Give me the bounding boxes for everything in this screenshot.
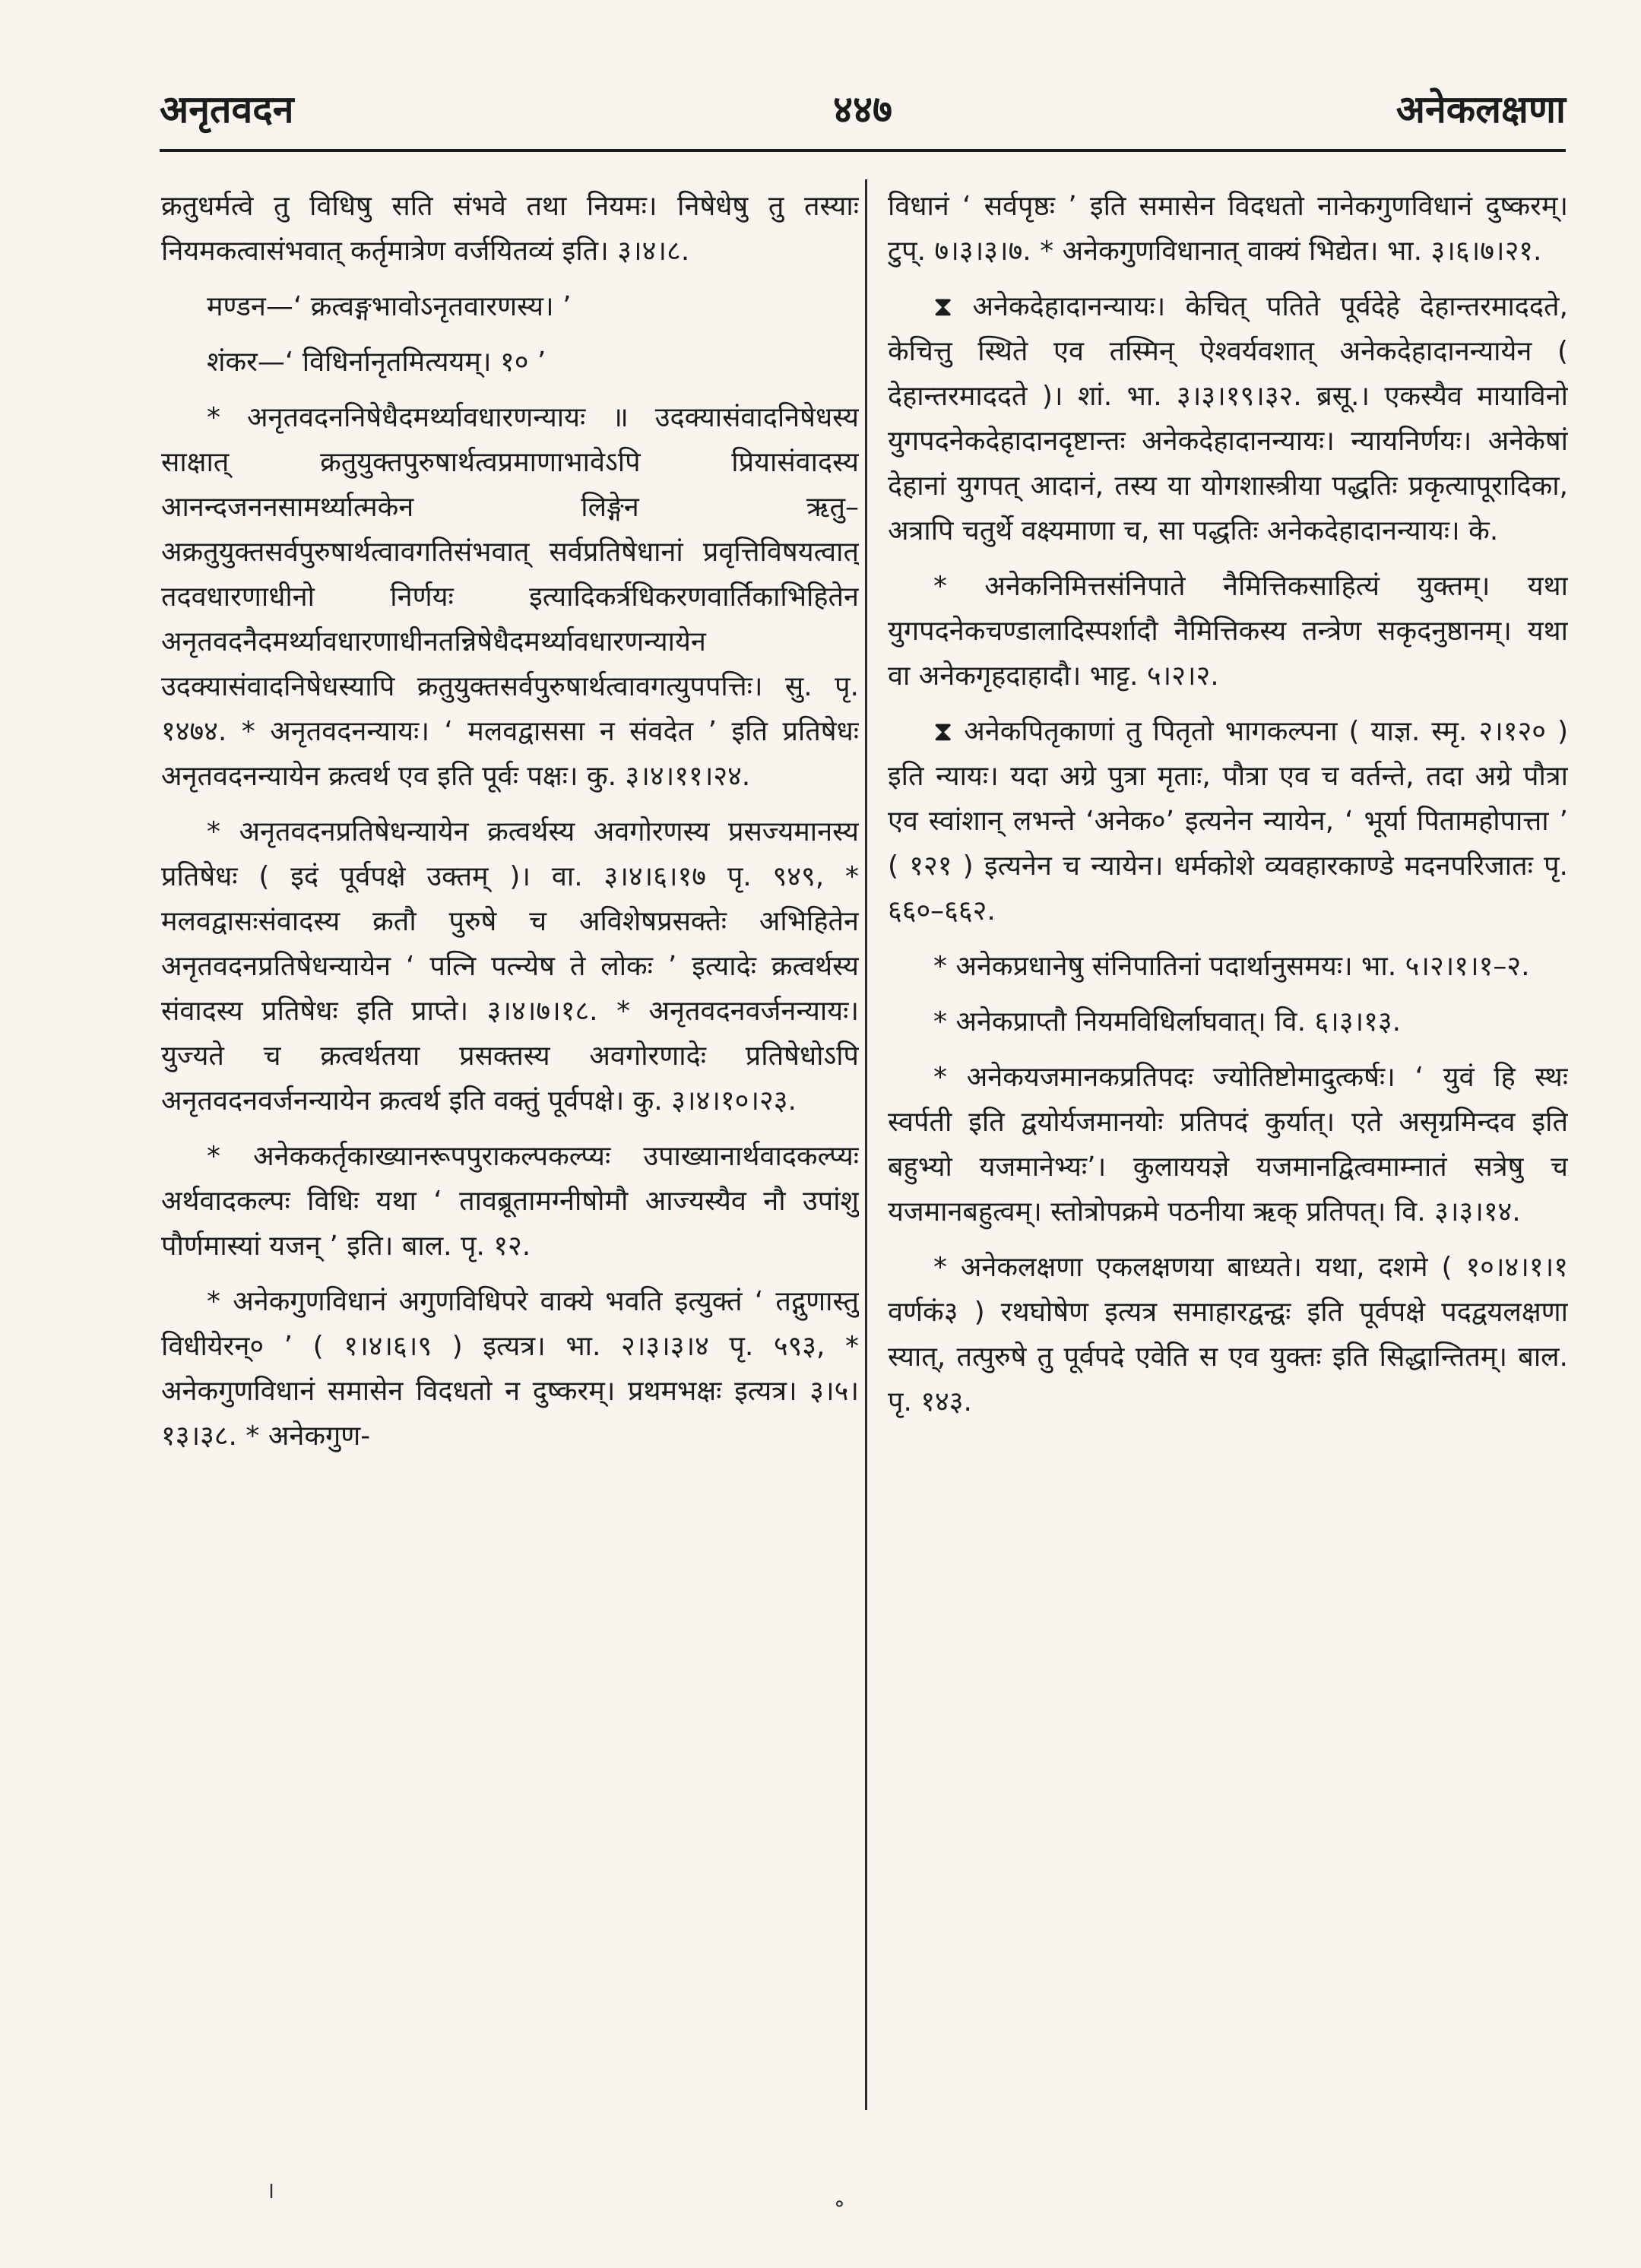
entry-paragraph: विधानं ‘ सर्वपृष्ठः ’ इति समासेन विदधतो नानेकगुणविधानं दुष्करम्। टुप्. ७।३।३।७. * अनेकगुणविधानात् वाक्यं भिद्येत। भा. ३।६।७।२१. <box>888 191 1568 267</box>
stray-mark: ॰ <box>835 2193 844 2219</box>
running-header <box>160 76 1566 137</box>
right-column <box>888 184 1568 2130</box>
entry-paragraph: * अनेकप्राप्तौ नियमविधिर्लाघवात्। वि. ६।३।१३. <box>933 1006 1402 1037</box>
entry-paragraph: क्रतुधर्मत्वे तु विधिषु सति संभवे तथा नियमः। निषेधेषु तु तस्याः नियमकत्वासंभवात् कर्तृमात्रेण वर्जयितव्यं इति। ३।४।८. <box>161 191 859 267</box>
entry-paragraph: * अनेककर्तृकाख्यानरूपपुराकल्पकल्प्यः उपाख्यानार्थवादकल्प्यः अर्थवादकल्पः विधिः यथा ‘ तावब्रूतामग्नीषोमौ आज्यस्यैव नौ उपांशु पौर्णमास्यां यजन् ’ इति। बाल. पृ. १२. <box>161 1141 859 1262</box>
entry-paragraph: ⧗ अनेकदेहादानन्यायः। केचित् पतिते पूर्वदेहे देहान्तरमाददते, केचित्तु स्थिते एव तस्मिन् ऐश्वर्यवशात् अनेकदेहादानन्यायेन ( देहान्तरमाददते )। शां. भा. ३।३।१९।३२. ब्रसू.। एकस्यैव मायाविनो युगपदनेकदेहादानदृष्टान्तः अनेकदेहादानन्यायः। न्यायनिर्णयः। अनेकेषां देहानां युगपत् आदानं, तस्य या योगशास्त्रीया पद्धतिः प्रकृत्यापूरादिका, अत्रापि चतुर्थे वक्ष्यमाणा च, सा पद्धतिः अनेकदेहादानन्यायः। के. <box>888 291 1568 546</box>
entry-paragraph: शंकर—‘ विधिर्नानृतमित्ययम्। १० ’ <box>207 347 546 378</box>
header-rule <box>160 149 1566 152</box>
entry-paragraph: * अनेकगुणविधानं अगुणविधिपरे वाक्ये भवति इत्युक्तं ‘ तद्गुणास्तु विधीयेरन्० ’ ( १।४।६।९ ) इत्यत्र। भा. २।३।३।४ पृ. ५९३, * अनेकगुणविधानं समासेन विदधतो न दुष्करम्। प्रथमभक्षः इत्यत्र। ३।५।१३।३८. * अनेकगुण- <box>161 1286 859 1452</box>
left-column <box>161 184 859 2130</box>
entry-paragraph: * अनेकनिमित्तसंनिपाते नैमित्तिकसाहित्यं युक्तम्। यथा युगपदनेकचण्डालादिस्पर्शादौ नैमित्तिकस्य तन्त्रेण सकृदनुष्ठानम्। यथा वा अनेकगृहदाहादौ। भाट्ट. ५।२।२. <box>888 571 1568 692</box>
entry-paragraph: * अनेकलक्षणा एकलक्षणया बाध्यते। यथा, दशमे ( १०।४।१।१ वर्णकं३ ) रथघोषेण इत्यत्र समाहारद्वन्द्वः इति पूर्वपक्षे पदद्वयलक्षणा स्यात्, तत्पुरुषे तु पूर्वपदे एवेति स एव युक्तः इति सिद्धान्तितम्। बाल. पृ. १४३. <box>888 1252 1568 1418</box>
header-left-word: अनृतवदन <box>160 87 294 131</box>
stray-mark: । <box>266 2178 275 2204</box>
entry-paragraph: ⧗ अनेकपितृकाणां तु पितृतो भागकल्पना ( याज्ञ. स्मृ. २।१२० ) इति न्यायः। यदा अग्रे पुत्रा मृताः, पौत्रा एव च वर्तन्ते, तदा अग्रे पौत्रा एव स्वांशान् लभन्ते ‘अनेक०’ इत्यनेन न्यायेन, ‘ भूर्या पितामहोपात्ता ’ ( १२१ ) इत्यनेन च न्यायेन। धर्मकोशे व्यवहारकाण्डे मदनपरिजातः पृ. ६६०–६६२. <box>888 716 1568 927</box>
header-right-word: अनेकलक्षणा <box>1395 87 1566 131</box>
entry-paragraph: * अनृतवदनप्रतिषेधन्यायेन क्रत्वर्थस्य अवगोरणस्य प्रसज्यमानस्य प्रतिषेधः ( इदं पूर्वपक्षे उक्तम् )। वा. ३।४।६।१७ पृ. ९४९, * मलवद्वासःसंवादस्य क्रतौ पुरुषे च अविशेषप्रसक्तेः अभिहितेन अनृतवदनप्रतिषेधन्यायेन ‘ पत्नि पत्न्येष ते लोकः ’ इत्यादेः क्रत्वर्थस्य संवादस्य प्रतिषेधः इति प्राप्ते। ३।४।७।१८. * अनृतवदनवर्जनन्यायः। युज्यते च क्रत्वर्थतया प्रसक्तस्य अवगोरणादेः प्रतिषेधोऽपि अनृतवदनवर्जनन्यायेन क्रत्वर्थ इति वक्तुं पूर्वपक्षे। कु. ३।४।१०।२३. <box>161 816 859 1117</box>
page-number: ४४७ <box>833 87 892 131</box>
column-divider <box>865 179 867 2110</box>
entry-paragraph: * अनृतवदननिषेधैदमर्थ्यावधारणन्यायः ॥ उदक्यासंवादनिषेधस्य साक्षात् क्रतुयुक्तपुरुषार्थत्वप्रमाणाभावेऽपि प्रियासंवादस्य आनन्दजननसामर्थ्यात्मकेन लिङ्गेन ऋतु–अक्रतुयुक्तसर्वपुरुषार्थत्वावगतिसंभवात् सर्वप्रतिषेधानां प्रवृत्तिविषयत्वात् तदवधारणाधीनो निर्णयः इत्यादिकर्त्रधिकरणवार्तिकाभिहितेन अनृतवदनैदमर्थ्यावधारणाधीनतन्निषेधैदमर्थ्यावधारणन्यायेन उदक्यासंवादनिषेधस्यापि क्रतुयुक्तसर्वपुरुषार्थत्वावगत्युपपत्तिः। सु. पृ. १४७४. * अनृतवदनन्यायः। ‘ मलवद्वाससा न संवदेत ’ इति प्रतिषेधः अनृतवदनन्यायेन क्रत्वर्थ एव इति पूर्वः पक्षः। कु. ३।४।११।२४. <box>161 402 859 792</box>
entry-paragraph: * अनेकयजमानकप्रतिपदः ज्योतिष्टोमादुत्कर्षः। ‘ युवं हि स्थः स्वर्पती इति द्वयोर्यजमानयोः प्रतिपदं कुर्यात्। एते असृग्रमिन्दव इति बहुभ्यो यजमानेभ्यः’। कुलाययज्ञे यजमानद्वित्वमाम्नातं सत्रेषु च यजमानबहुत्वम्। स्तोत्रोपक्रमे पठनीया ऋक् प्रतिपत्। वि. ३।३।१४. <box>888 1062 1568 1227</box>
entry-paragraph: * अनेकप्रधानेषु संनिपातिनां पदार्थानुसमयः। भा. ५।२।१।१–२. <box>933 951 1530 982</box>
entry-paragraph: मण्डन—‘ क्रत्वङ्गभावोऽनृतवारणस्य। ’ <box>207 291 572 322</box>
